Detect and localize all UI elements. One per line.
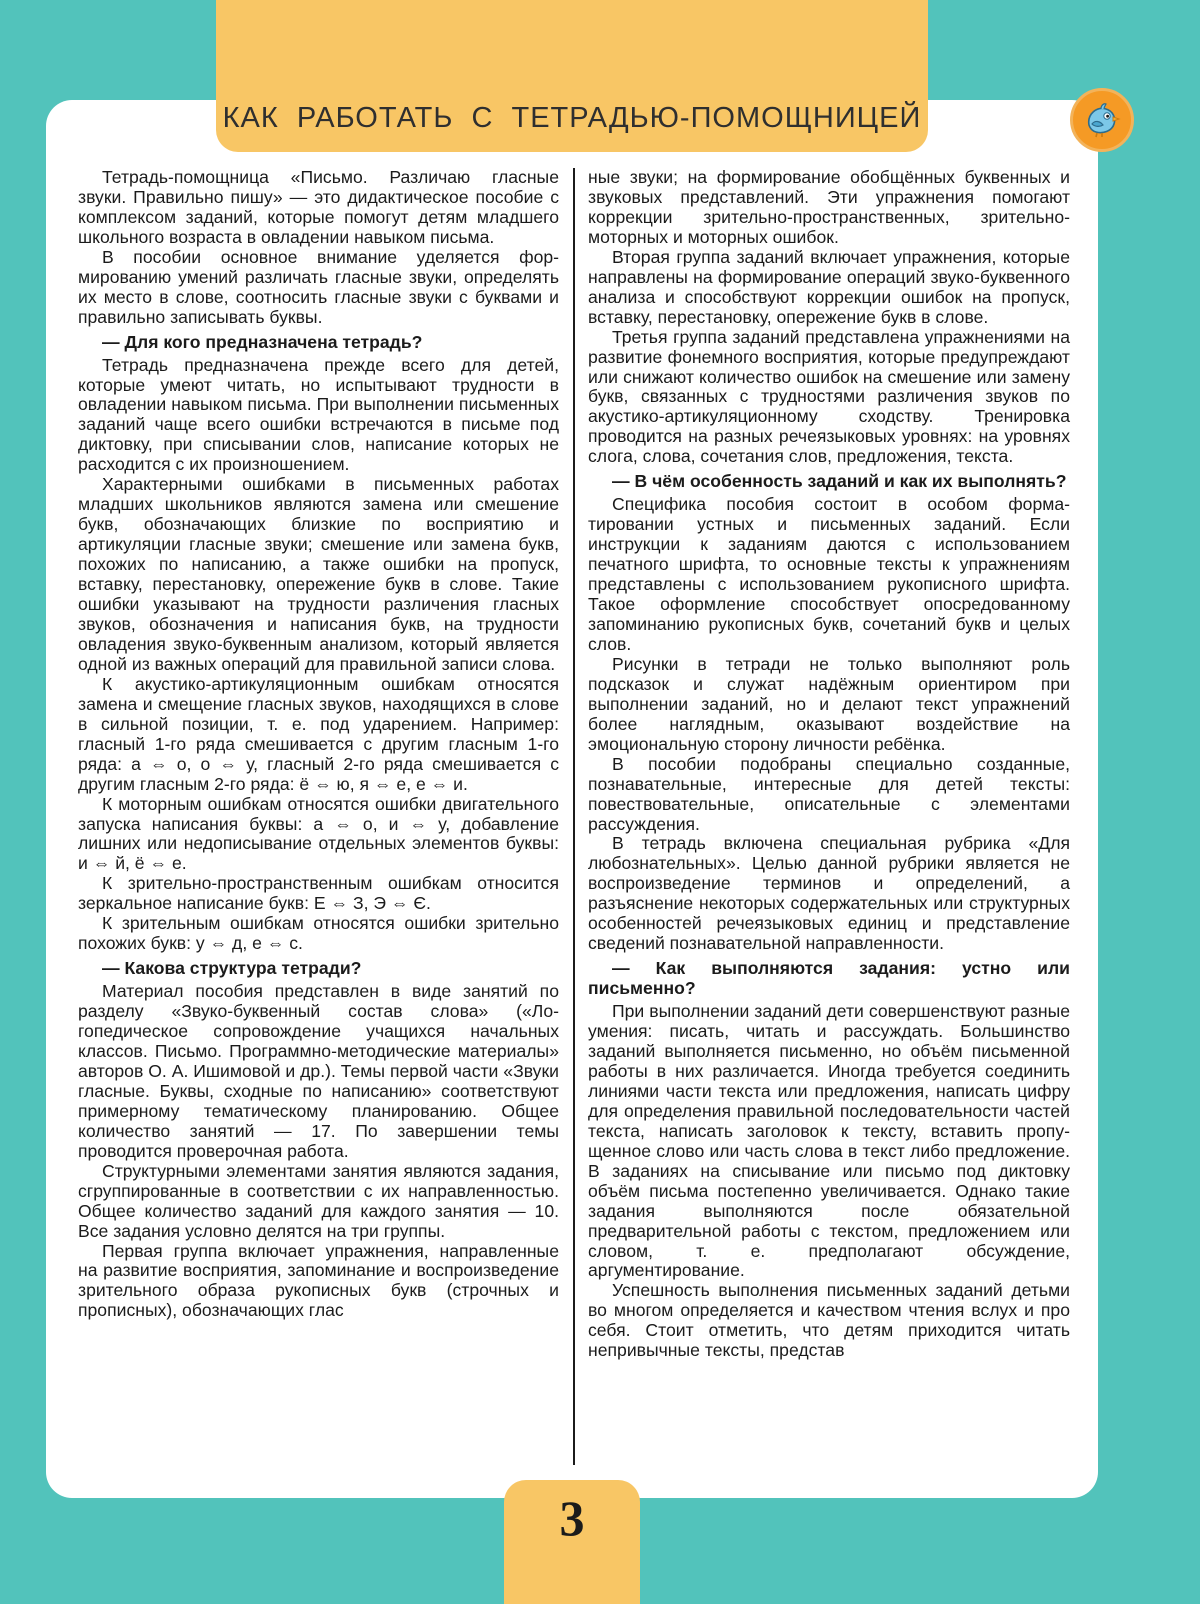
paragraph: К зрительно-пространственным ошибкам относится зеркальное написание букв: Е ⇔ З, Э ⇔ Є.	[78, 873, 559, 914]
paragraph: Специфика пособия состоит в особом форматировании устных и письменных заданий. Если инструкции к заданиям даются с использованием печатного шрифта, то основные тексты к упражнениям представлены с использованием рукописного шрифта. Такое оформление способствует опосредованному запоминанию рукописных букв, сочетаний букв и целых слов.	[588, 494, 1070, 654]
paragraph: Тетрадь-помощница «Письмо. Различаю гласные звуки. Правильно пишу» — это дидактическое пособие с комплексом заданий, которые помогут детям младшего школьного возраста в овладении навыком письма.	[78, 167, 559, 247]
mascot-badge	[1070, 88, 1134, 152]
paragraph: В тетрадь включена специальная рубрика «Для любознательных». Целью данной рубрики является не воспроизведение терминов и определений, а разъяснение некоторых содержательных или структурных особенностей речеязыковых единиц и представление сведений познавательной направленности.	[588, 833, 1070, 954]
section-heading: — В чём особенность заданий и как их выполнять?	[612, 471, 1067, 492]
column-divider	[573, 168, 575, 1465]
paragraph: В пособии подобраны специально созданные, познавательные, интересные для детей тексты: повествовательные, описательные с элементами рассуждения.	[588, 753, 1070, 834]
paragraph: К акустико-артикуляционным ошибкам относятся замена и смещение гласных звуков, находящихся в слове в сильной позиции, т. е. под ударением. Например: гласный 1-го ряда смешивается с другим гласным 1-го ряда: а ⇔ о, о ⇔ у, гласный 2-го ряда смешивается с другим гласным 2-го ряда: ё ⇔ ю, я ⇔ е, е ⇔ и.	[78, 673, 559, 794]
section-heading: — Какова структура тетради?	[102, 958, 362, 979]
page-number: 3	[559, 1490, 585, 1546]
paragraph: К моторным ошибкам относятся ошибки двигательного запуска написания буквы: а ⇔ о, и ⇔ у, добавление лишних или недописывание отдельных элементов буквы: и ⇔ й, ё ⇔ е.	[78, 793, 559, 874]
page-title: КАК РАБОТАТЬ С ТЕТРАДЬЮ-ПОМОЩНИЦЕЙ	[222, 102, 922, 134]
paragraph: Первая группа включает упражнения, направленные на развитие восприятия, запоминание и воспроизведение зрительного образа рукописных букв (строчных и прописных), обозначающих глас	[78, 1240, 559, 1321]
paragraph: Материал пособия представлен в виде занятий по разделу «Звуко-буквенный состав слова» («Логопедическое сопровождение учащихся начальных классов. Письмо. Программно-методические материалы» авторов О. А. Ишимовой и др.). Темы первой части «Звуки гласные. Буквы, сходные по написанию» соответствуют примерному тематическому планированию. Общее количество занятий — 17. По завершении темы проводится проверочная работа.	[78, 981, 559, 1161]
paragraph: Характерными ошибками в письменных работах младших школьников являются замена или смешение букв, обозначающих близкие по восприятию и артикуляции гласные звуки; смешение или замена букв, похожих по написанию, а также ошибки на пропуск, вставку, перестановку, опережение букв в слове. Такие ошибки указывают на трудности различения гласных звуков, обозначения и написания букв, на трудности овладения звуко-буквенным анализом, который является одной из важных операций для правильной записи слова.	[78, 474, 559, 674]
paragraph: Тетрадь предназначена прежде всего для детей, которые умеют читать, но испытывают трудности в овладении навыком письма. При выполнении письменных заданий чаще всего ошибки встречаются в письме под диктовку, при списывании слов, написание которых не расходится с их произношением.	[78, 354, 559, 475]
section-heading: — Для кого предназначена тетрадь?	[102, 331, 423, 352]
paragraph: Успешность выполнения письменных заданий детьми во многом определяется и качеством чтения вслух и про себя. Стоит отметить, что детям приходится читать непривычные тексты, представ	[588, 1280, 1070, 1361]
section-heading: — Как выполняются задания: устно или письменно?	[588, 958, 1070, 999]
paragraph: ные звуки; на формирование обобщённых буквенных и звуковых представлений. Эти упражнения помогают коррекции зрительно-пространственных, зрительно-моторных и моторных ошибок.	[588, 167, 1070, 247]
paragraph: Третья группа заданий представлена упражнениями на развитие фонемного восприятия, которые предупреждают или снижают количество ошибок на смешение или замену букв, связанных с трудностями различения звуков по акустико-артикуляционному сходству. Тренировка проводится на разных речеязыковых уровнях: на уровнях слога, слова, сочетания слов, предложения, текста.	[588, 326, 1070, 467]
paragraph: К зрительным ошибкам относятся ошибки зрительно похожих букв: у ⇔ д, е ⇔ с.	[78, 913, 559, 954]
paragraph: В пособии основное внимание уделяется формированию умений различать гласные звуки, определять их место в слове, соотносить гласные звуки с буквами и правильно записывать буквы.	[78, 246, 559, 327]
left-column	[78, 168, 559, 1321]
right-column	[588, 168, 1070, 1361]
paragraph: Вторая группа заданий включает упражнения, которые направлены на формирование операций звуко-буквенного анализа и способствуют коррекции ошибок на пропуск, вставку, перестановку, опережение букв в слове.	[588, 246, 1070, 327]
paragraph: Структурными элементами занятия являются задания, сгруппированные в соответствии с их направленностью. Общее количество заданий для каждого занятия — 10. Все задания условно делятся на три группы.	[78, 1160, 559, 1241]
paragraph: Рисунки в тетради не только выполняют роль подсказок и служат надёжным ориентиром при выполнении заданий, но и делают текст упражнений более наглядным, оказывают воздействие на эмоциональную сторону личности ребёнка.	[588, 653, 1070, 754]
bird-icon	[1079, 97, 1125, 143]
paragraph: При выполнении заданий дети совершенствуют разные умения: писать, читать и рассуждать. Большинство заданий выполняется письменно, но объём письменной работы в них различается. Иногда требуется соединить линиями части текста или предложения, написать цифру для определения правильной последовательности частей текста, написать заголовок к тексту, вставить пропущенное слово или часть слова в текст либо предложение. В заданиях на списывание или письмо под диктовку объём письма постепенно увеличивается. Однако такие задания выполняются после обязательной предварительной работы с текстом, предложением или словом, т. е. предполагают обсуждение, аргументирование.	[588, 1001, 1070, 1281]
